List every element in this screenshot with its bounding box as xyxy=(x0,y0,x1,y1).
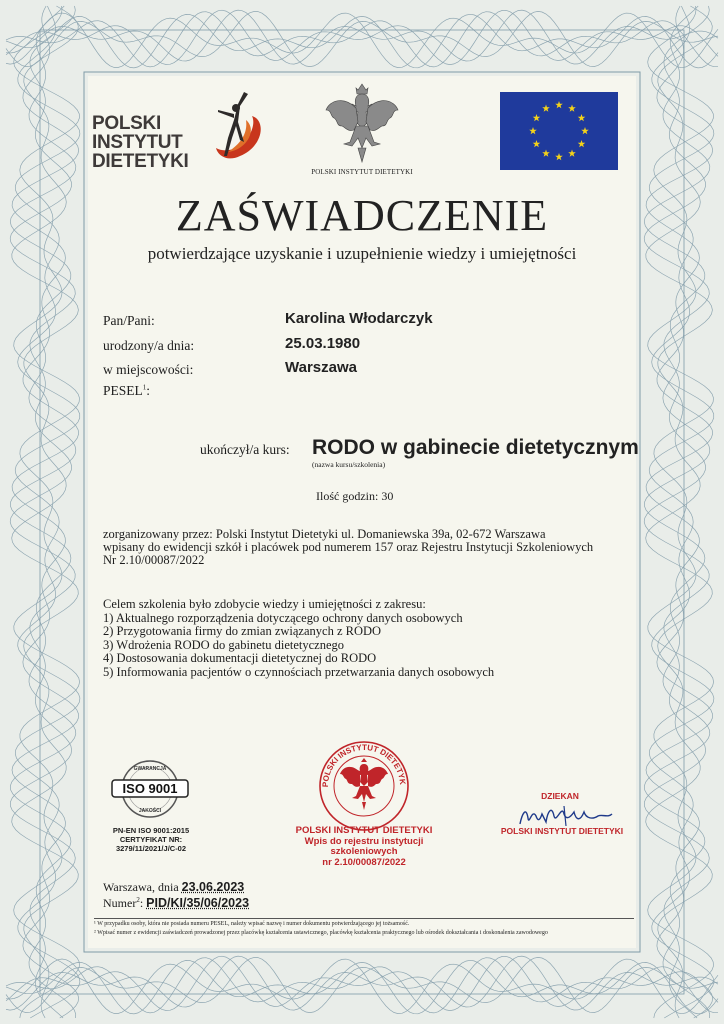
footnote-2: ² Wpisać numer z ewidencji zaświadczeń prowadzonej przez placówkę kształcenia ustawicznego, placówkę kształcenia praktycznego lub ośrodek dokształcania i doskonalenia zawodowego xyxy=(94,930,548,936)
seal-register-line2: szkoleniowych xyxy=(330,846,398,857)
birth-date-value: 25.03.1980 xyxy=(285,335,361,352)
issue-place-date xyxy=(103,880,244,895)
dean-institute: POLSKI INSTYTUT DIETETYKI xyxy=(500,826,624,836)
iso-standard: PN-EN ISO 9001:2015 xyxy=(112,826,190,835)
birth-place-label: w miejscowości: xyxy=(103,362,194,377)
goals-block xyxy=(103,598,643,679)
seal-register-number: nr 2.10/00087/2022 xyxy=(322,856,406,868)
organizer-block xyxy=(103,528,643,567)
iso-certificate-number: 3279/11/2021/J/C-02 xyxy=(115,844,187,853)
seal-register-line: Wpis do rejestru instytucji xyxy=(304,835,424,847)
organizer-line3: Nr 2.10/00087/2022 xyxy=(103,553,205,567)
footnote-divider xyxy=(94,918,634,919)
issue-date: 23.06.2023 xyxy=(181,880,245,894)
iso-badge-top-text: GWARANCJA xyxy=(133,766,167,772)
pesel-label xyxy=(103,383,150,399)
course-name: RODO w gabinecie dietetycznym xyxy=(312,436,639,459)
footnotes xyxy=(94,920,654,938)
goal-item: 5) Informowania pacjentów o czynnościach przetwarzania danych osobowych xyxy=(103,664,495,679)
pesel-footnote-mark: 1 xyxy=(142,383,147,392)
institute-seal-stamp-icon xyxy=(316,738,412,834)
goal-item: 2) Przygotowania firmy do zmian związanych z RODO xyxy=(103,624,382,638)
goals-intro: Celem szkolenia było zdobycie wiedzy i umiejętności z zakresu: xyxy=(103,597,426,611)
number-value: PID/KI/35/06/2023 xyxy=(146,896,250,910)
goal-item: 1) Aktualnego rozporządzenia dotyczącego ochrony danych osobowych xyxy=(103,610,463,625)
iso-9001-badge-icon xyxy=(108,758,192,820)
iso-badge-main-text: ISO 9001 xyxy=(122,781,178,796)
iso-certificate-label: CERTYFIKAT NR: xyxy=(119,835,183,844)
polish-eagle-emblem-icon xyxy=(322,82,402,164)
seal-institute-name: POLSKI INSTYTUT DIETETYKI xyxy=(295,825,433,836)
seal-caption xyxy=(272,826,456,868)
birth-place-value: Warszawa xyxy=(285,359,357,376)
course-note: (nazwa kursu/szkolenia) xyxy=(312,460,386,469)
hours xyxy=(316,489,393,504)
iso-certificate-text xyxy=(96,826,206,853)
certificate-title: ZAŚWIADCZENIE xyxy=(175,191,549,240)
number-label: Numer xyxy=(103,896,137,910)
number-colon: : xyxy=(139,896,144,910)
pid-logo xyxy=(92,114,292,186)
hours-value: 30 xyxy=(381,489,394,503)
certificate-number xyxy=(103,896,249,911)
logo-text-line1: POLSKI xyxy=(92,113,161,134)
pesel-colon: : xyxy=(146,383,151,398)
number-footnote-mark: 2 xyxy=(136,896,140,904)
organizer-line1: zorganizowany przez: Polski Instytut Dietetyki ul. Domaniewska 39a, 02-672 Warszawa xyxy=(103,527,546,541)
goal-item: 4) Dostosowania dokumentacji dietetycznej do RODO xyxy=(103,651,377,665)
eu-flag-icon xyxy=(500,92,618,170)
course-label: ukończył/a kurs: xyxy=(200,442,290,457)
name-label: Pan/Pani: xyxy=(103,313,155,328)
eagle-caption: POLSKI INSTYTUT DIETETYKI xyxy=(311,168,413,176)
logo-text-line2: INSTYTUT xyxy=(92,132,183,153)
footnote-1: ¹ W przypadku osoby, która nie posiada numeru PESEL, należy wpisać nazwę i numer dokumentu potwierdzającego jej tożsamość. xyxy=(94,921,410,927)
hours-label: Ilość godzin: xyxy=(316,489,379,503)
certificate-subtitle: potwierdzające uzyskanie i uzupełnienie wiedzy i umiejętności xyxy=(147,244,577,263)
logo-text-line3: DIETETYKI xyxy=(92,151,189,172)
issue-place-label: Warszawa, dnia xyxy=(103,880,179,894)
iso-badge-bottom-text: JAKOŚCI xyxy=(138,808,162,814)
birth-date-label: urodzony/a dnia: xyxy=(103,338,195,353)
goal-item: 3) Wdrożenia RODO do gabinetu dietetycznego xyxy=(103,637,345,652)
dancer-figure-icon xyxy=(200,90,268,172)
name-value: Karolina Włodarczyk xyxy=(285,310,433,327)
pesel-label-text: PESEL xyxy=(103,383,143,398)
organizer-line2: wpisany do ewidencji szkół i placówek pod numerem 157 oraz Rejestru Instytucji Szkoleniowych xyxy=(103,540,594,554)
dean-label: DZIEKAN xyxy=(541,791,579,801)
seal-ring-text: POLSKI INSTYTUT DIETETYK xyxy=(320,742,408,788)
